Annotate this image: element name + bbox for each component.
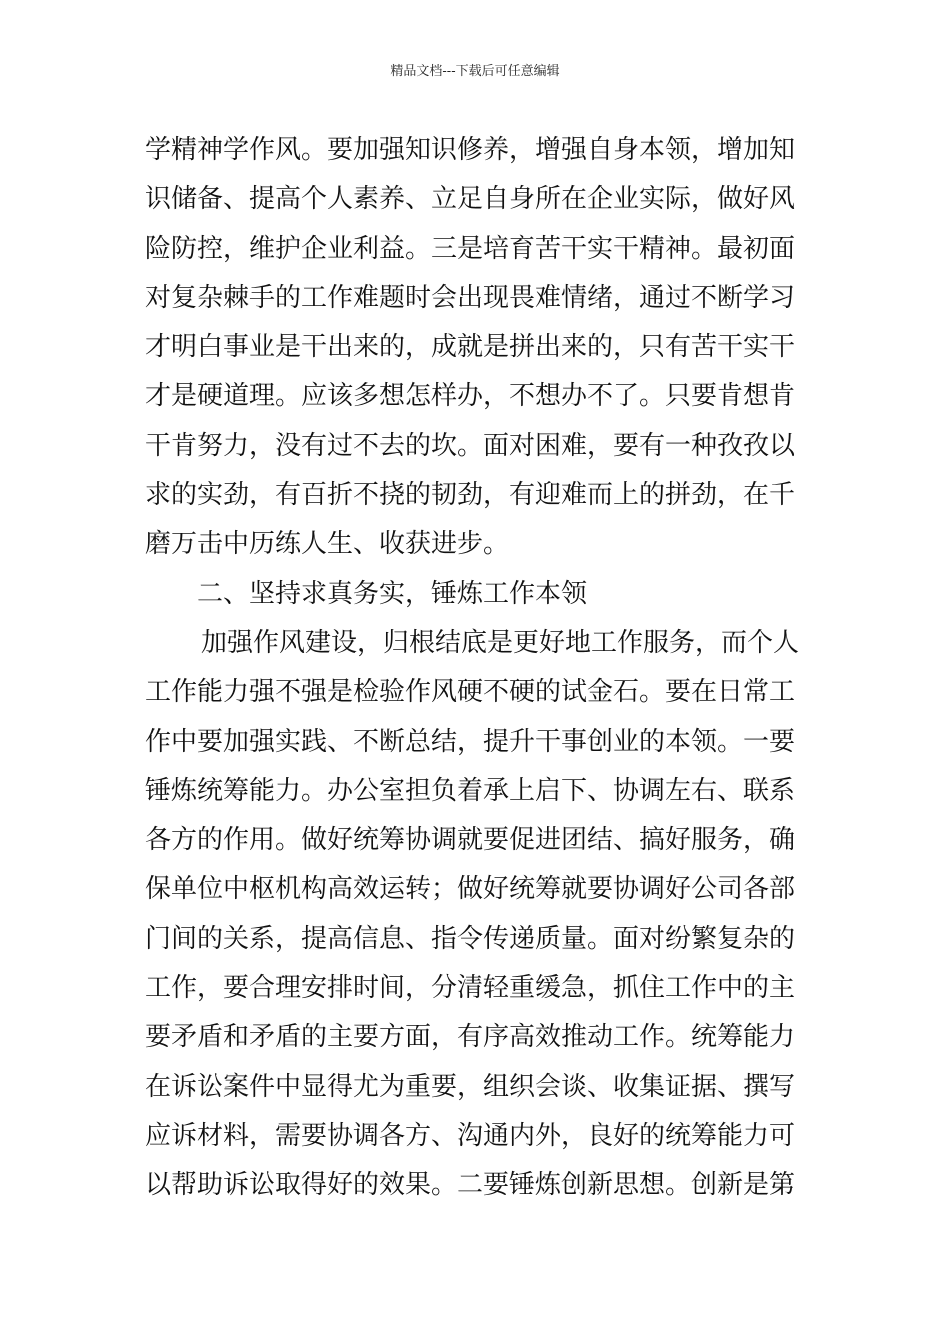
text-line: 工作，要合理安排时间，分清轻重缓急，抓住工作中的主 — [145, 973, 796, 1004]
paragraph-first-line: 加强作风建设，归根结底是更好地工作服务，而个人 — [201, 627, 800, 658]
text-line: 求的实劲，有百折不挠的韧劲，有迎难而上的拼劲，在千 — [145, 480, 796, 511]
text-line: 对复杂棘手的工作难题时会出现畏难情绪，通过不断学习 — [145, 282, 796, 313]
text-line: 各方的作用。做好统筹协调就要促进团结、搞好服务，确 — [145, 825, 796, 856]
text-line: 门间的关系，提高信息、指令传递质量。面对纷繁复杂的 — [145, 923, 796, 954]
text-line: 保单位中枢机构高效运转；做好统筹就要协调好公司各部 — [145, 874, 796, 905]
section-heading: 二、坚持求真务实，锤炼工作本领 — [197, 578, 588, 609]
text-line: 以帮助诉讼取得好的效果。二要锤炼创新思想。创新是第 — [145, 1170, 796, 1201]
document-body — [145, 126, 810, 1211]
text-line: 干肯努力，没有过不去的坎。面对困难，要有一种孜孜以 — [145, 430, 796, 461]
text-line: 险防控，维护企业利益。三是培育苦干实干精神。最初面 — [145, 233, 796, 264]
text-line: 锤炼统筹能力。办公室担负着承上启下、协调左右、联系 — [145, 775, 796, 806]
text-line: 应诉材料，需要协调各方、沟通内外，良好的统筹能力可 — [145, 1120, 796, 1151]
text-line: 识储备、提高个人素养、立足自身所在企业实际，做好风 — [145, 184, 796, 215]
text-line: 磨万击中历练人生、收获进步。 — [145, 529, 510, 560]
page-header: 精品文档---下载后可任意编辑 — [390, 64, 560, 79]
text-line: 才明白事业是干出来的，成就是拼出来的，只有苦干实干 — [145, 332, 796, 363]
text-line: 工作能力强不强是检验作风硬不硬的试金石。要在日常工 — [145, 677, 796, 708]
text-line: 要矛盾和矛盾的主要方面，有序高效推动工作。统筹能力 — [145, 1022, 796, 1053]
text-line: 学精神学作风。要加强知识修养，增强自身本领，增加知 — [145, 135, 796, 165]
text-line: 作中要加强实践、不断总结，提升干事创业的本领。一要 — [145, 726, 796, 757]
text-line: 在诉讼案件中显得尤为重要，组织会谈、收集证据、撰写 — [145, 1071, 796, 1102]
text-line: 才是硬道理。应该多想怎样办，不想办不了。只要肯想肯 — [145, 381, 796, 412]
